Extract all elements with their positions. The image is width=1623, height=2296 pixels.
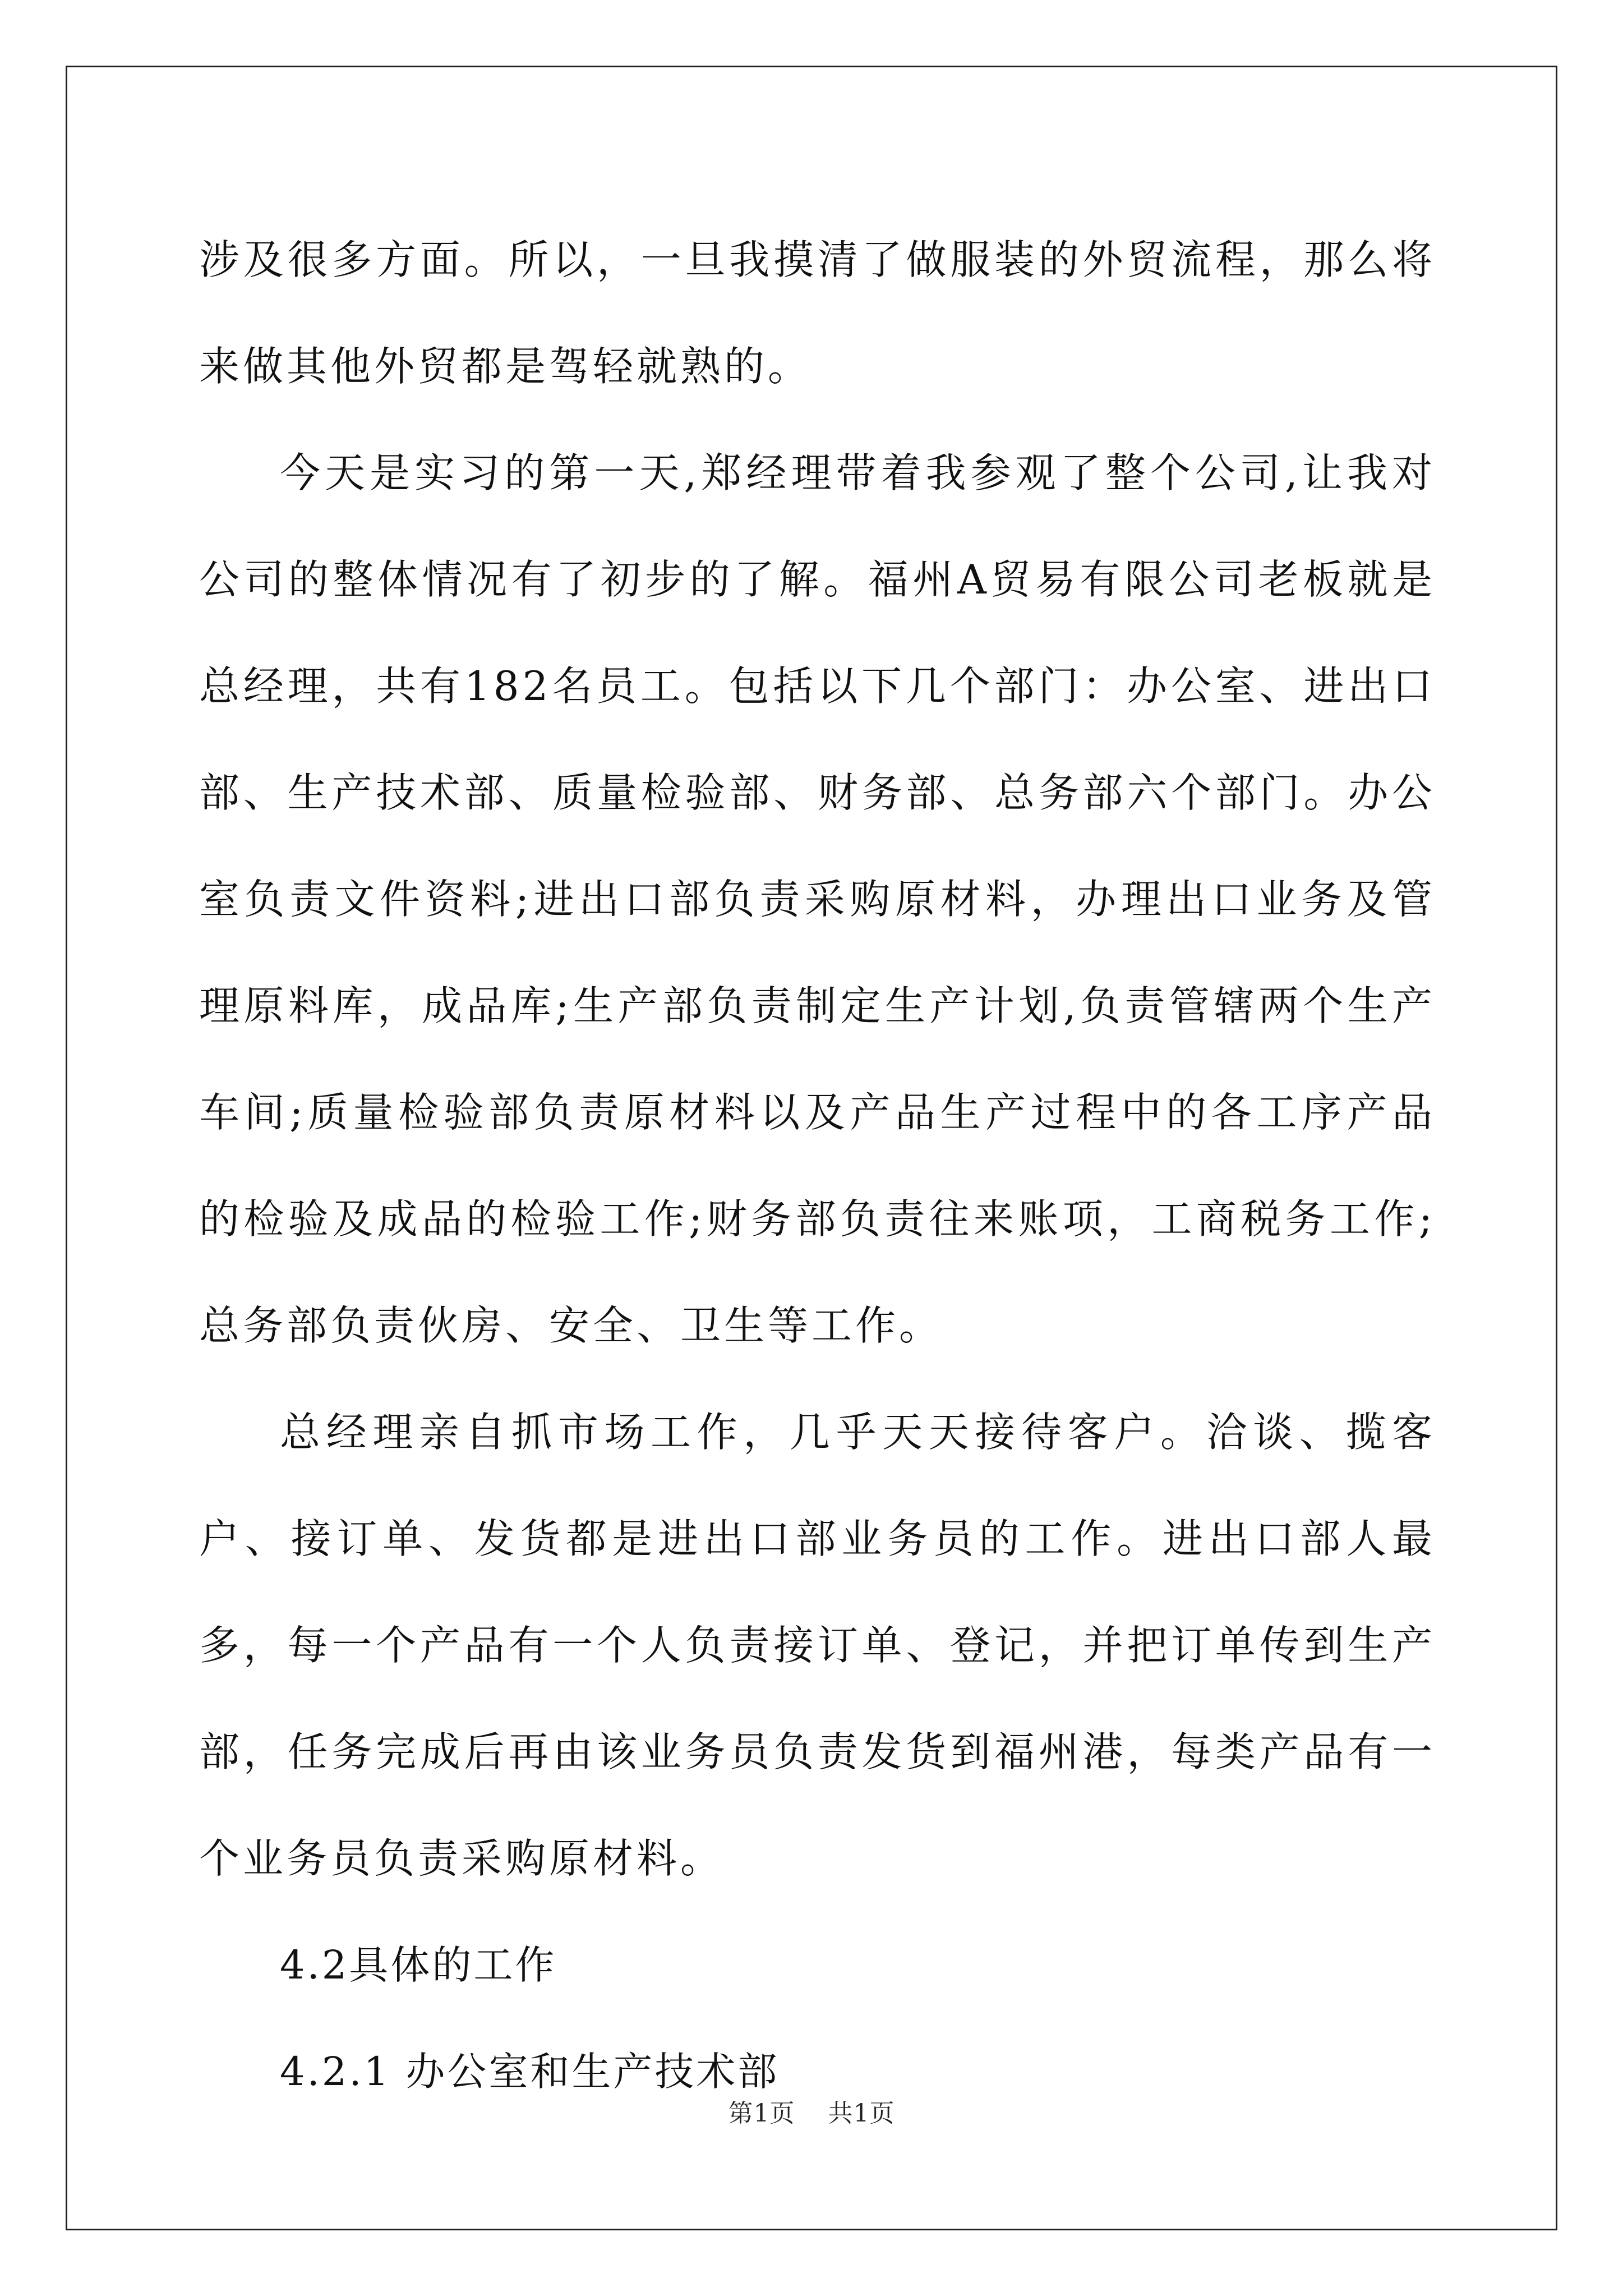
paragraph-general-manager: 总经理亲自抓市场工作，几乎天天接待客户。洽谈、揽客户、接订单、发货都是进出口部业务员的工作。进出口部人最多，每一个产品有一个人负责接订单、登记，并把订单传到生产部，任务完成后再由该业务员负责发货到福州港，每类产品有一个业务员负责采购原材料。 (199, 1409, 1436, 1882)
paragraph-company-overview: 今天是实习的第一天,郑经理带着我参观了整个公司,让我对公司的整体情况有了初步的了解。福州A贸易有限公司老板就是总经理，共有182名员工。包括以下几个部门：办公室、进出口部、生产技术部、质量检验部、财务部、总务部六个部门。办公室负责文件资料;进出口部负责采购原材料，办理出口业务及管理原料库，成品库;生产部负责制定生产计划,负责管辖两个生产车间;质量检验部负责原材料以及产品生产过程中的各工序产品的检验及成品的检验工作;财务部负责往来账项，工商税务工作;总务部负责伙房、安全、卫生等工作。 (199, 449, 1436, 1349)
section-heading-4-2: 4.2具体的工作 (280, 1942, 557, 1988)
document-body (199, 206, 1436, 2125)
page-number: 第1页 (728, 2099, 795, 2128)
paragraph-continuation: 涉及很多方面。所以，一旦我摸清了做服装的外贸流程，那么将来做其他外贸都是驾轻就熟的。 (199, 236, 1436, 390)
page-total: 共1页 (828, 2099, 895, 2128)
page-footer (0, 2097, 1623, 2131)
section-heading-4-2-1: 4.2.1 办公室和生产技术部 (280, 2049, 780, 2095)
